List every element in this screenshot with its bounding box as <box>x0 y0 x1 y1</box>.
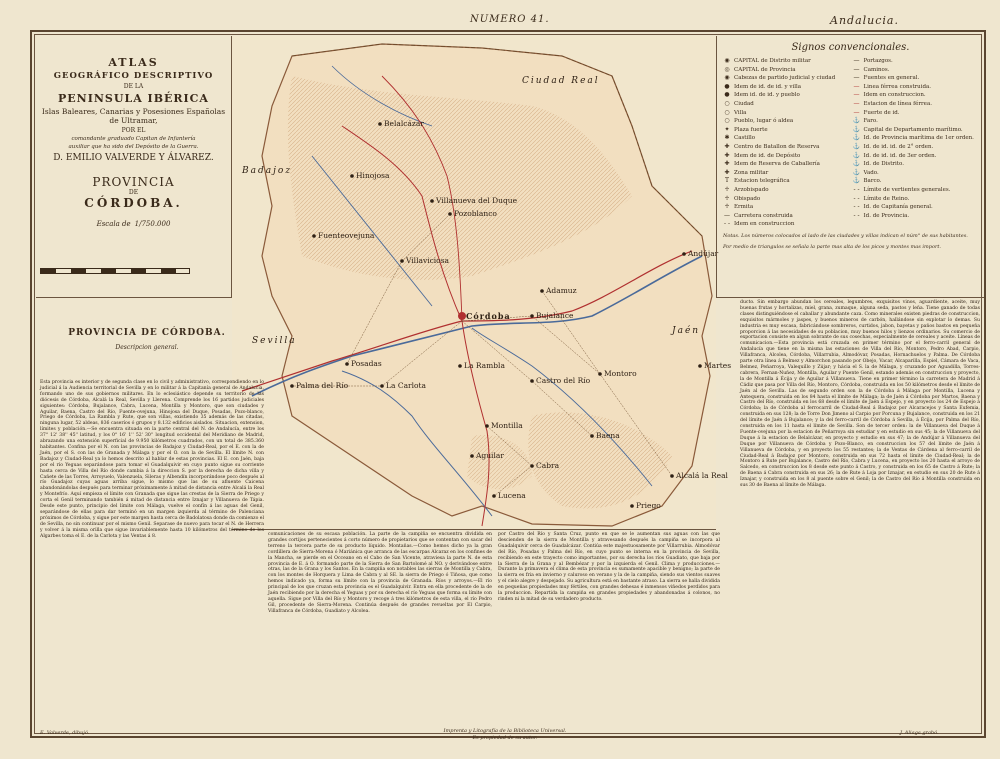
province-name: CÓRDOBA. <box>84 196 183 210</box>
footer-property-line: Es propiedad de su autor. <box>472 735 538 741</box>
comandante-line: comandante graduado Capitan de Infantería <box>71 136 196 142</box>
legend-left-item <box>723 74 849 83</box>
legend-right-item <box>853 177 979 186</box>
legend-left-label: Castillo <box>734 135 756 142</box>
place-label: Alcalá la Real <box>676 471 728 480</box>
scale-value: 1/750.000 <box>134 220 171 228</box>
place-label: Castro del Río <box>536 376 591 385</box>
capital-icon: ◉ <box>724 57 730 64</box>
atlas-subtitle: GEOGRÁFICO DESCRIPTIVO <box>53 71 214 81</box>
place-label: Baena <box>596 431 620 440</box>
atlas-title: ATLAS <box>108 56 159 69</box>
military-icon: ✚ <box>724 168 730 176</box>
rail-icon: — <box>853 82 860 90</box>
legend-right-label: Barco. <box>863 178 882 185</box>
legend-right-label: Idem en construccion. <box>863 92 926 99</box>
town-icon: ○ <box>724 117 730 125</box>
neighbor-province-label: Badajoz <box>242 166 293 176</box>
fort-icon: ✱ <box>724 134 730 142</box>
town-marker <box>378 122 382 126</box>
place-label: Belalcázar <box>384 119 424 128</box>
neighbor-province-label: Sevilla <box>252 336 297 346</box>
legend-left-item <box>723 203 849 212</box>
scale-row <box>36 220 231 228</box>
legend-left-label: Idem en construccion <box>734 221 795 228</box>
legend-left-label: Zona militar <box>734 169 769 176</box>
legend-left-item <box>723 169 849 178</box>
capital-icon: ◎ <box>724 65 730 73</box>
legend-left-label: Arzobispado <box>734 186 769 193</box>
legend-left-label: Villa <box>734 109 747 116</box>
place-label: Córdoba <box>466 311 511 321</box>
legend-right-label: Id. de id. id. de 2° orden. <box>863 143 934 150</box>
military-icon: ✚ <box>724 151 730 159</box>
legend-right-label: Id. de Distrito. <box>863 161 904 168</box>
legend-left-item <box>723 186 849 195</box>
legend-left-item <box>723 126 849 135</box>
legend-right-label: Id. de id. id. de 3er orden. <box>863 152 937 159</box>
footer-printer <box>430 728 580 742</box>
legend-left-label: Idem de id. de id. y villa <box>734 83 802 90</box>
provincia-label: PROVINCIA <box>92 175 175 189</box>
place-label: Montilla <box>491 421 523 430</box>
place-label: Pozoblanco <box>454 209 497 218</box>
legend-right-label: Id. de Provincia. <box>863 212 910 219</box>
place-label: Villanueva del Duque <box>436 196 518 205</box>
legend-left-label: CAPITAL de Provincia <box>734 66 796 73</box>
legend-right-item <box>853 160 979 169</box>
legend-right-label: Id. de Provincia marítima de 1er orden. <box>863 135 974 142</box>
town-marker <box>590 434 594 438</box>
scale-label: Escala de <box>96 220 131 228</box>
town-marker <box>312 234 316 238</box>
province-map <box>232 36 732 530</box>
legend-left-item <box>723 134 849 143</box>
town-icon: ○ <box>724 108 730 116</box>
legend-note-triangles: Por medio de triangulos se señala la parte mas alta de los picos y montes mas import. <box>723 243 941 250</box>
misc-icon: ⚓ <box>852 151 861 159</box>
misc-icon: ⚓ <box>852 160 861 168</box>
telegraph-icon: T <box>724 177 729 185</box>
legend-right-item <box>853 91 979 100</box>
road-icon: — <box>724 211 730 219</box>
legend-left-label: Idem id. de id. y pueblo <box>734 92 800 99</box>
place-label: La Rambla <box>464 361 505 370</box>
church-icon: ♱ <box>724 185 730 193</box>
legend-left-item <box>723 57 849 66</box>
legend-left-item <box>723 160 849 169</box>
legend-right-item <box>853 74 979 83</box>
town-icon: ○ <box>724 99 730 107</box>
legend-left-item <box>723 220 849 229</box>
town-marker <box>698 364 702 368</box>
legend-right-label: Fuentes en general. <box>863 75 920 82</box>
town-icon: ● <box>724 82 730 90</box>
military-icon: ✚ <box>724 160 730 168</box>
legend-left-label: Carretera construida <box>734 212 793 219</box>
legend-left-label: Idem de Reserva de Caballería <box>734 161 820 168</box>
legend-left-item <box>723 91 849 100</box>
town-icon: ● <box>724 91 730 99</box>
legend <box>716 36 984 298</box>
place-label: Palma del Río <box>296 381 349 390</box>
boundary-icon: - - <box>853 194 860 202</box>
footer-printer-line: Imprenta y Litografía de la Biblioteca Universal. <box>443 728 567 734</box>
author-name: D. EMILIO VALVERDE Y ÁLVAREZ. <box>53 153 214 163</box>
text-column-3: por Castro del Río y Santa Cruz, punto en que se le aumentan sus aguas con las que descienden de la sierra de Montilla y atravesando después la campiña se incorpora al Guadalquivir cerca de Guadalcázar. Contiúa este majestuosamente por Villarrubia. Almodóvar del Río, Posadas y Palma del Río, en cuyo punto se interna en la provincia de Sevilla, recibiendo en este trayecto como importantes, por su derecha los ríos Guadiato, que baja por la Sierra de la Grana y al Bembézar y por la izquierda el Genil. Clima y producciones.—Durante la primavera el clima de esta provincia es sumamente apacible y benigno; la parte de la sierra es fria en invierno y caluroso en verano y la de la campiña, siendo sus vientos suaves y el cielo alegre y despejado. Su agricultura está en bastante atraso. La sierra se halla dividida en pequeñas propiedades muy fértiles, con grandes dehesas é inmensos viñedos perdidos para la produccion. Repartida la campiña en grandes propiedades y abandonadas á colonos, no rinden ni la mitad de su verdadero producto. <box>498 532 720 602</box>
legend-left-item <box>723 212 849 221</box>
town-marker <box>400 259 404 263</box>
region-name: Andalucia. <box>830 14 899 27</box>
boundary-icon: - - <box>853 211 860 219</box>
legend-right-item <box>853 195 979 204</box>
place-label: Lucena <box>498 491 526 500</box>
legend-right-label: Vado. <box>863 169 879 176</box>
place-label: Villaviciosa <box>406 256 450 265</box>
section-title: PROVINCIA DE CÓRDOBA. <box>68 328 226 338</box>
rail-icon: — <box>853 99 860 107</box>
legend-right-item <box>853 100 979 109</box>
por-el: POR EL <box>121 127 146 134</box>
legend-right-item <box>853 66 979 75</box>
legend-left-label: Pueblo, lugar ó aldea <box>734 118 794 125</box>
legend-right-label: Faro. <box>863 118 878 125</box>
town-marker <box>530 314 534 318</box>
legend-right-label: Caminos. <box>863 66 890 73</box>
legend-left-item <box>723 100 849 109</box>
legend-right-item <box>853 126 979 135</box>
legend-left-label: Obispado <box>734 195 761 202</box>
description-header <box>36 298 258 378</box>
legend-left-item <box>723 109 849 118</box>
legend-right-item <box>853 57 979 66</box>
boundary-icon: - - <box>853 185 860 193</box>
place-label: Hinojosa <box>356 171 390 180</box>
church-icon: ♱ <box>724 203 730 211</box>
town-marker <box>448 212 452 216</box>
legend-left-item <box>723 66 849 75</box>
misc-icon: ⚓ <box>852 134 861 142</box>
legend-right-item <box>853 83 979 92</box>
town-marker <box>682 252 686 256</box>
town-marker <box>598 372 602 376</box>
legend-left-column <box>723 57 849 229</box>
legend-left-item <box>723 83 849 92</box>
line-icon: — <box>853 57 860 64</box>
line-icon: — <box>853 65 860 73</box>
section-subtitle: Descripcion general. <box>115 344 179 351</box>
legend-right-label: Fuerte de id. <box>863 109 900 116</box>
place-label: Priego <box>636 501 661 510</box>
de-label: DE <box>128 189 139 196</box>
title-block <box>36 36 232 298</box>
legend-right-item <box>853 152 979 161</box>
line-icon: — <box>853 74 860 82</box>
town-marker <box>670 474 674 478</box>
footer-engraver: J. Aliaga grabó. <box>900 730 939 736</box>
town-marker <box>458 364 462 368</box>
legend-right-item <box>853 186 979 195</box>
legend-left-item <box>723 143 849 152</box>
place-label: Fuenteovejuna <box>318 231 375 240</box>
place-label: Adamuz <box>546 286 577 295</box>
legend-left-label: Cabezas de partido judicial y ciudad <box>734 75 836 82</box>
sheet-number: NUMERO 41. <box>470 14 550 25</box>
islas-line: Islas Baleares, Canarias y Posesiones Españolas de Ultramar, <box>41 107 226 125</box>
boundary-icon: - - <box>853 203 860 211</box>
misc-icon: ⚓ <box>852 168 861 176</box>
legend-title: Signos convencionales. <box>791 42 910 53</box>
place-label: Bujalance <box>536 311 574 320</box>
place-label: Martes <box>704 361 732 370</box>
legend-left-label: Estacion telegráfica <box>734 178 790 185</box>
footer-draftsman: E. Valverde, dibujó. <box>40 730 90 736</box>
town-marker <box>458 312 466 320</box>
peninsula-title: PENINSULA IBÉRICA <box>58 92 209 105</box>
auxiliar-line: auxiliar que ha sido del Depósito de la Guerra. <box>68 144 199 150</box>
legend-right-label: Límite de vertientes generales. <box>863 186 951 193</box>
legend-left-label: Centro de Batallon de Reserva <box>734 143 820 150</box>
legend-right-label: Linea férrea construida. <box>863 83 932 90</box>
legend-right-label: Estacion de línea férrea. <box>863 100 932 107</box>
scale-bar <box>40 268 190 274</box>
legend-left-item <box>723 195 849 204</box>
place-label: La Carlota <box>386 381 427 390</box>
place-label: Posadas <box>351 359 382 368</box>
town-marker <box>345 362 349 366</box>
misc-icon: ⚓ <box>852 125 861 133</box>
town-marker <box>530 464 534 468</box>
town-marker <box>430 199 434 203</box>
legend-left-label: CAPITAL de Distrito militar <box>734 58 811 64</box>
text-column-2: comunicaciones de su escasa población. La parte de la campiña se encuentra dividida en grandes cortijos pertenecientes á corto número de propietarios que se contentan con sacar del terreno la tercera parte de su producto líquido. Montañas.—Como hemos dicho ya la gran cordillera de Sierra-Morena ó Mariánica que arranca de las escarpas Alcaraz en los confines de la Mancha, se pierde en el Occeano en el Cabo de San Vicente, atraviesa la parte N. de esta provincia de E. á O. formando parte de la Sierra de San Bartolomé al NO. y derivándose entre otras, las de la Grana y los Santos. En la campiña son notables las sierras de Montilla y Cabra, con los montes de Horquera y Lima de Cabra y al SE. la sierra de Priego ó Tiñosa, que como hemos indicado ya, forma su límite con la provincia de Granada. Ríos y arroyos.—El río principal de los que cruzan esta provincia es el Guadalquivir. Entra en ella procedente de la de Jaén recibiendo por la derecha el Yeguas y por su derecha el río Yeguas que forma su límite con aquella. Sigue por Villa del Río y Montoro y recoge á tres kilómetros de esta villa, el río Pedro Gil, procedente de Sierra-Morena. Continúa después de grandes revueltas por El Carpio, Villafranca de Córdoba, Guadiato y Alcolea. <box>268 532 492 614</box>
legend-left-item <box>723 117 849 126</box>
place-label: Andújar <box>688 249 719 258</box>
legend-right-item <box>853 212 979 221</box>
town-marker <box>350 174 354 178</box>
rail-icon: — <box>853 91 860 99</box>
legend-right-label: Id. de Capitanía general. <box>863 204 933 211</box>
legend-left-label: Ciudad <box>734 100 754 107</box>
legend-right-item <box>853 143 979 152</box>
legend-right-column <box>853 57 979 229</box>
town-marker <box>485 424 489 428</box>
neighbor-province-label: Ciudad Real <box>522 76 600 86</box>
town-marker <box>290 384 294 388</box>
town-marker <box>630 504 634 508</box>
town-marker <box>540 289 544 293</box>
town-marker <box>530 379 534 383</box>
legend-left-label: Ermita <box>734 204 754 211</box>
legend-right-label: Límite de Reino. <box>863 195 910 202</box>
military-icon: ✚ <box>724 142 730 150</box>
legend-left-label: Idem de id. de Depósito <box>734 152 801 159</box>
misc-icon: ⚓ <box>852 177 861 185</box>
town-marker <box>492 494 496 498</box>
misc-icon: ⚓ <box>852 117 861 125</box>
place-label: Montoro <box>604 369 637 378</box>
legend-left-item <box>723 152 849 161</box>
fort-icon: ✦ <box>724 125 730 133</box>
legend-right-label: Portazgos. <box>863 58 893 64</box>
town-icon: ◉ <box>724 74 730 82</box>
place-label: Cabra <box>536 461 560 470</box>
rail-icon: — <box>853 108 860 116</box>
legend-right-item <box>853 203 979 212</box>
town-marker <box>380 384 384 388</box>
text-column-1: Esta provincia es interior y de segunda clase en lo civil y administrativo, correspondiendo en lo judicial á la Audiencia territorial de Sevilla y en lo militar á la Capitanía general de Andalucía, formando uno de sus gobiernos militares. En lo eclesiástico depende su territorio de las diócesis de Córdoba, Alcalá la Real, Sevilla y Llerena. Comprende los 16 partidos judiciales siguientes: Córdoba, Bujalance, Cabra, Lucena, Montilla y Montoro, que son ciudades y Aguilar, Baena, Castro del Río, Fuente-ovejuna, Hinojosa del Duque, Posadas, Pozo-blanco, Priego de Córdoba, La Rambla y Rute, que son villas, existiendo 35 además de las citadas, ninguna lugar, 52 aldeas, 836 caseríos ó grupos y 8.132 edificios aislados. Situacion, extension, límites y población.—Se encuentra situada en la parte central del N. de Andalucía, entre los 37° 12' 38'' 45'' latitud, y los 0° 16' 1'' 52' 30'' longitud occidental del Meridiano de Madrid, abrazando una extensión superficial de 9.950 kilómetros cuadrados, con un total de 385.360 habitantes. Confina por el N. con las provincias de Badajoz y Ciudad-Real, por el E. con la de Jaén, por el S. con las de Granada y Málaga y por el O. con la de Sevilla. El límite N. con Badajoz y Ciudad-Real ya lo hemos descrito al hablar de estas provincias. El E. con Jaén, baja por el río Yeguas separándose para tomar el Guadalquivir en cuyo punto sigue su corriente hasta cerca de Villa del Río donde cambia á la direccion S. por la derecha de dicha villa y Cañete de las Torres, Arroyuelo, Valenzuela, Sileras y Albendín incorporándose poco después al río Guadajoz cuyas aguas arriba sigue, lo mismo que las de su afluente Caicena abandonándolas después para terminar próximamente á mitad de distancia entre Alcalá la Real y Montefrío. Aquí empieza el límite con Granada que sigue las crestas de la Sierra de Priego y corta el Genil terminando también á mitad de distancia entre Iznajar y Villanueva de Tápia. Desde este punto, principio del límite con Málaga, vuelve el confín á las aguas del Genil, separándose de ellas para dar terminó en un margen izquierda al término de Palenciana próximos de Córdoba, y sigue por este margen hasta cerca de Badolatosa donde da comienzo el de Sevilla, no sin continuar por el mismo Genil. Separase de nuevo para tocar el N. de Herrera y volver á la misma orilla que sigue invariablemente hasta 10 kilómetros del término de los Algarbes toma el E. de la Carlota y las Ventas á 8. <box>40 380 264 539</box>
legend-right-item <box>853 134 979 143</box>
legend-right-item <box>853 117 979 126</box>
legend-note-inhabitants: Notas. Los números colocados al lado de las ciudades y villas indican el núm° de sus habitantes. <box>723 232 968 239</box>
legend-right-item <box>853 109 979 118</box>
town-marker <box>470 454 474 458</box>
legend-left-label: Plaza fuerte <box>734 126 768 133</box>
road-icon: - - <box>724 220 730 228</box>
legend-right-item <box>853 169 979 178</box>
text-column-4: ducto. Sin embargo abundan los cereales, legumbres, exquisitos vinos, aguardiente, aceite, muy buenas frutas y hortalizas, miel, grana, zumaque, alguna seda, pastos y leña. Tiene ganado de todas clases distinguiéndose el caballar y abundante caza. Como minerales existen piedras de construccion, exquisitos mármoles y jaspes, y buenos mineros de carbón, hallándose sin explotar lo demas. Su industria es muy escasa, fabricándose sombreros, curtidos, jabon, bayetas y paños bastos en pequeña proporcion á las necesidades de su poblacion, muy buenos hilos y lienzos ordinarios. Su comercio de exportacion consiste en algun sobrante de sus cosechas, especialmente de cereales y aceite. Líneas de comunicacion.—Esta provincia está cruzada en primer término por el ferro-carril general de Andalucía que tiene en la misma las estaciones de Villa del Río, Montoro, Pedro Abad, Carpio, Villafranca, Alcolea, Córdoba, Villarrubia, Almodóvar, Posadas, Hornachuelos y Palma. De Córdoba parte otra línea á Belmez y Almorchon pasando por Obejo, Vacar, Alcaparilla, Espiel, Cámara de Vaca, Belmez, Peñarroya, Valequillo y Zújar; y hácia el S. la de Málaga, y cruzando por Aguadilla, Torres-cabrera, Fernan-Nuñez, Montilla, Aguilar y Puente Genil, estando además en construccion y proyecto, la de Montilla á Écija y de Aguilar á Villanueva. Tiene en primer término la carretera de Madrid á Cádiz que pasa por Villa del Río, Montoro, Córdoba, construida en los 50 kilómetros desde el límite de Jaén al de Sevilla. Las de segundo orden son la de Córdoba á Málaga por Montilla, Lucena y Antequera, construida en los 84 hasta el límite de Málaga; la de Jaén á Córdoba por Martos, Baena y Castro del Río, construida en los 68 desde el límite de Jaén á Espejo, y en proyecto los 24 de Espejo á Córdoba; la de Córdoba al ferrocarril de Ciudad-Real á Badajoz por Alcaracejos y Santa Eufemia, construida en sus 128; la de Torre Don Jimeno al Carpio por Porcuna y Bujalance, construida en los 21 del límite de Jaén á Bujalance; y la del ferro-carril de Córdoba á Sevilla, á Écija, por Palma del Río, construida en los 11 hasta el límite de Sevilla. Son de tercer orden: la de Villanueva del Duque á Fuente-ovejuna por la estacion de Peñarroya sin estudiar y en estudio en sus 45; la de Villanueva del Duque á la estacion de Belalcázar, en proyecto y estudio en sus 47; la de Andújar á Villanueva del Duque por Villanueva de Córdoba y Pozo-Blanco, en construccion los 57 del límite de Jaén á Villanueva de Córdoba, y en proyecto los 55 restantes; la de Ventas de Cárdena al ferro-carril de Ciudad-Real á Badajoz por Montoro, construida en sus 72 hasta el límite de Ciudad-Real; la de Montoro á Rute por Bujalance, Castro del Río, Cabra y Lucena, en proyecto los 20 hasta el arroyo de Salcedo, en construccion los 8 desde este punto á Castro, y construida en los 65 de Castro á Rute; la de Baena á Cabra construida en sus 26; la de Rute á Loja por Iznajar, en estudio en sus 20 de Rute á Iznajar, y construida en los 8 al puente sobre el Genil; la de Castro del Río á Montilla construida en sus 30 de Baena al límite de Málaga. <box>740 300 980 489</box>
legend-left-item <box>723 177 849 186</box>
church-icon: ♱ <box>724 194 730 202</box>
de-la: DE LA <box>123 83 144 90</box>
neighbor-province-label: Jaén <box>672 326 701 336</box>
misc-icon: ⚓ <box>852 142 861 150</box>
place-label: Aguilar <box>476 451 504 460</box>
legend-right-label: Capital de Departamento marítimo. <box>863 126 963 133</box>
